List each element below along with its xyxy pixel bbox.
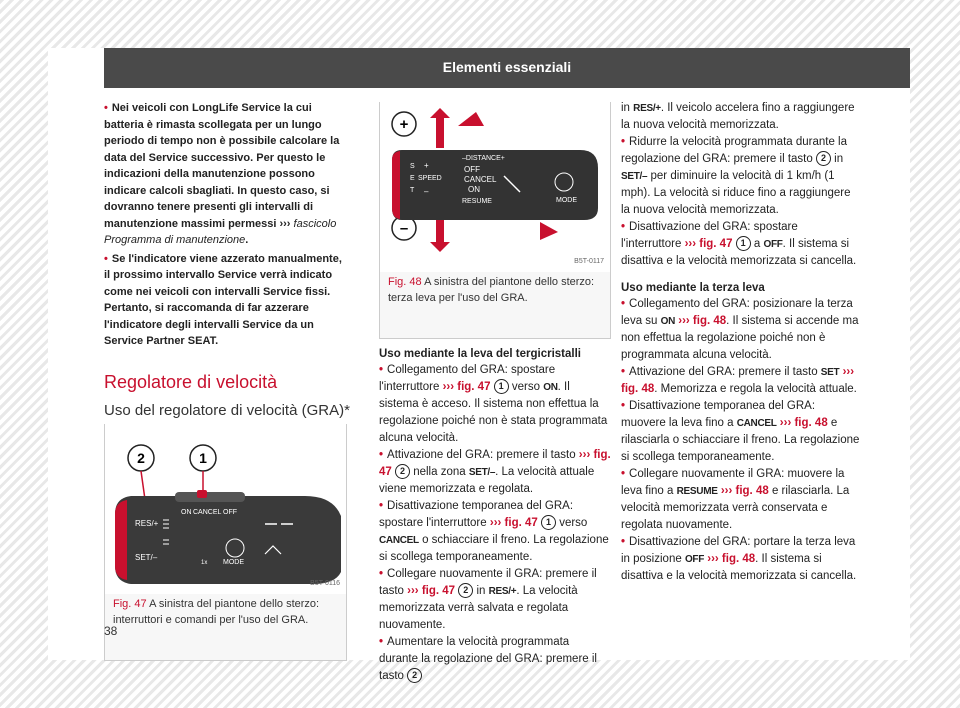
switch-position-label: OFF — [763, 239, 783, 250]
instruction-item: • Collegare nuovamente il GRA: premere il tasto ››› fig. 47 2 in RES/+. La velocità memorizzata verrà salvata e regolata nuovamente. — [379, 568, 597, 631]
figure-48-caption: Fig. 48 A sinistra del piantone dello sterzo: terza leva per l'uso del GRA. — [388, 276, 595, 304]
instruction-item: • Collegare nuovamente il GRA: muovere la leva fino a RESUME ››› fig. 48 e rilasciarla. La velocità memorizzata verrà conservata e regolata nuovamente. — [621, 468, 850, 531]
figure-link[interactable]: ››› fig. 47 — [489, 517, 538, 529]
bullet-dot: • — [104, 252, 108, 265]
instruction-item: • Attivazione del GRA: premere il tasto ››› fig. 47 2 nella zona SET/–. La velocità attuale viene memorizzata e regolata. — [379, 449, 611, 495]
callout-number: 2 — [458, 583, 473, 598]
svg-text:MODE: MODE — [556, 197, 577, 204]
note-bullet-2: • Se l'indicatore viene azzerato manualmente, il prossimo intervallo Service verrà indicato come nei veicoli con intervalli Service fissi. Pertanto, si raccomanda di far azzerare l'indicatore degli intervalli Service da un Service Partner SEAT. — [104, 252, 342, 347]
svg-text:+: + — [424, 161, 429, 170]
booklet-reference: fascicolo Programma di manutenzione — [104, 217, 337, 246]
instruction-item: • Ridurre la velocità programmata durante la regolazione del GRA: premere il tasto 2 in SET/– per diminuire la velocità di 1 km/h (1 mph). La velocità si riduce fino a raggiungere la nuova velocità memorizzata. — [621, 136, 851, 216]
instruction-item: • Disattivazione temporanea del GRA: spostare l'interruttore ››› fig. 47 1 verso CANCEL o schiacciare il freno. La regolazione si scollega temporaneamente. — [379, 500, 609, 563]
figure-48 — [379, 102, 611, 339]
subsection-title: Uso del regolatore di velocità (GRA)* — [104, 402, 350, 419]
instruction-item: • Collegamento del GRA: spostare l'interruttore ››› fig. 47 1 verso ON. Il sistema è acceso. Il sistema non effettua la regolazione poiché non è stata programmata alcuna velocità. — [379, 364, 608, 444]
switch-position-label: SET — [820, 367, 840, 378]
svg-text:CANCEL: CANCEL — [464, 175, 497, 184]
svg-text:RES/+: RES/+ — [135, 519, 159, 528]
chapter-header — [104, 48, 910, 88]
svg-text:1x: 1x — [201, 560, 208, 566]
svg-text:OFF: OFF — [464, 165, 480, 174]
svg-text:MODE: MODE — [223, 559, 244, 566]
figure-code: B5T-0116 — [310, 580, 340, 587]
svg-text:–: – — [399, 220, 409, 237]
instruction-item: • Disattivazione temporanea del GRA: muovere la leva fino a CANCEL ››› fig. 48 e rilasciarla o schiacciare il freno. La regolazione si scollega temporaneamente. — [621, 400, 860, 463]
figure-link[interactable]: ››› fig. 47 — [379, 449, 611, 478]
stalk-switch-illustration — [105, 424, 346, 594]
column-middle — [379, 348, 611, 685]
column-left — [104, 100, 344, 350]
callout-number: 1 — [541, 515, 556, 530]
figure-code: B5T-0117 — [574, 258, 604, 265]
switch-position-label: OFF — [684, 554, 705, 565]
switch-position-label: RES/+ — [488, 586, 517, 597]
column-right — [621, 100, 861, 585]
svg-text:ON: ON — [181, 509, 192, 516]
svg-text:RESUME: RESUME — [462, 198, 492, 205]
callout-number: 2 — [816, 151, 831, 166]
svg-text:1: 1 — [199, 450, 207, 466]
instruction-continuation: in RES/+. Il veicolo accelera fino a raggiungere la nuova velocità memorizzata. — [621, 102, 855, 131]
svg-text:T: T — [410, 187, 415, 194]
third-lever-heading: Uso mediante la terza leva — [621, 282, 765, 294]
wiper-lever-heading: Uso mediante la leva del tergicristalli — [379, 348, 581, 360]
switch-position-label: RES/+ — [633, 103, 661, 114]
figure-label: Fig. 48 — [388, 276, 422, 288]
bullet-dot: • — [104, 102, 108, 114]
svg-text:S: S — [410, 163, 415, 170]
figure-link[interactable]: ››› fig. 48 — [678, 315, 727, 327]
switch-position-label: CANCEL — [736, 418, 777, 429]
figure-48-illustration — [380, 102, 610, 272]
svg-text:2: 2 — [137, 450, 145, 466]
chapter-title: Elementi essenziali — [442, 59, 572, 75]
figure-link[interactable]: ››› fig. 48 — [707, 553, 756, 565]
switch-position-label: RESUME — [676, 486, 718, 497]
figure-47-illustration — [105, 424, 346, 594]
svg-text:SPEED: SPEED — [418, 175, 442, 182]
switch-position-label: ON — [543, 382, 558, 393]
figure-link[interactable]: ››› fig. 47 — [684, 238, 733, 250]
figure-47 — [104, 424, 347, 661]
svg-text:OFF: OFF — [223, 509, 237, 516]
switch-position-label: ON — [660, 316, 676, 327]
callout-number: 2 — [407, 668, 422, 683]
figure-link[interactable]: ››› fig. 48 — [720, 485, 769, 497]
svg-text:E: E — [410, 175, 415, 182]
svg-text:ON: ON — [468, 185, 480, 194]
page-number: 38 — [104, 624, 118, 638]
figure-link[interactable]: ››› fig. 48 — [779, 417, 828, 429]
svg-text:–: – — [424, 187, 429, 196]
svg-text:+: + — [399, 116, 409, 133]
callout-number: 2 — [395, 464, 410, 479]
svg-text:CANCEL: CANCEL — [193, 509, 222, 516]
switch-position-label: SET/– — [468, 467, 496, 478]
figure-label: Fig. 47 — [113, 598, 147, 610]
callout-number: 1 — [494, 379, 509, 394]
figure-link[interactable]: ››› fig. 47 — [407, 585, 456, 597]
instruction-item: • Attivazione del GRA: premere il tasto SET ››› fig. 48. Memorizza e regola la velocità attuale. — [621, 366, 857, 395]
third-lever-illustration — [380, 102, 610, 272]
section-title: Regolatore di velocità — [104, 372, 278, 392]
figure-47-caption: Fig. 47 A sinistra del piantone dello sterzo: interruttori e comandi per l'uso del GRA. — [113, 598, 320, 626]
switch-position-label: SET/– — [621, 171, 648, 182]
instruction-item: • Aumentare la velocità programmata durante la regolazione del GRA: premere il tasto 2 — [379, 636, 597, 682]
svg-text:SET/–: SET/– — [135, 553, 158, 562]
instruction-item: • Disattivazione del GRA: portare la terza leva in posizione OFF ››› fig. 48. Il sistema si disattiva e la velocità memorizzata si cancella. — [621, 536, 857, 582]
instruction-item: • Collegamento del GRA: posizionare la terza leva su ON ››› fig. 48. Il sistema si accende ma non effettua la regolazione poiché non è programmata alcuna velocità. — [621, 298, 859, 361]
note-bullet-1: • Nei veicoli con LongLife Service la cui batteria è rimasta scollegata per un lungo periodo di tempo non è possibile calcolare la data del Service successivo. Per questo le indicazioni della manutenzione possono indicare calcoli sbagliati. In questo caso, si dovranno tenere presenti gli intervalli di manutenzione massimi permessi ››› fascicolo Programma di manutenzione. — [104, 102, 340, 246]
instruction-item: • Disattivazione del GRA: spostare l'interruttore ››› fig. 47 1 a OFF. Il sistema si disattiva e la velocità memorizzata si cancella. — [621, 221, 857, 267]
switch-position-label: CANCEL — [379, 535, 419, 546]
svg-text:–DISTANCE+: –DISTANCE+ — [462, 155, 505, 162]
figure-link[interactable]: ››› fig. 48 — [621, 366, 855, 395]
figure-link[interactable]: ››› fig. 47 — [442, 381, 491, 393]
manual-page — [48, 48, 910, 682]
callout-number: 1 — [736, 236, 751, 251]
